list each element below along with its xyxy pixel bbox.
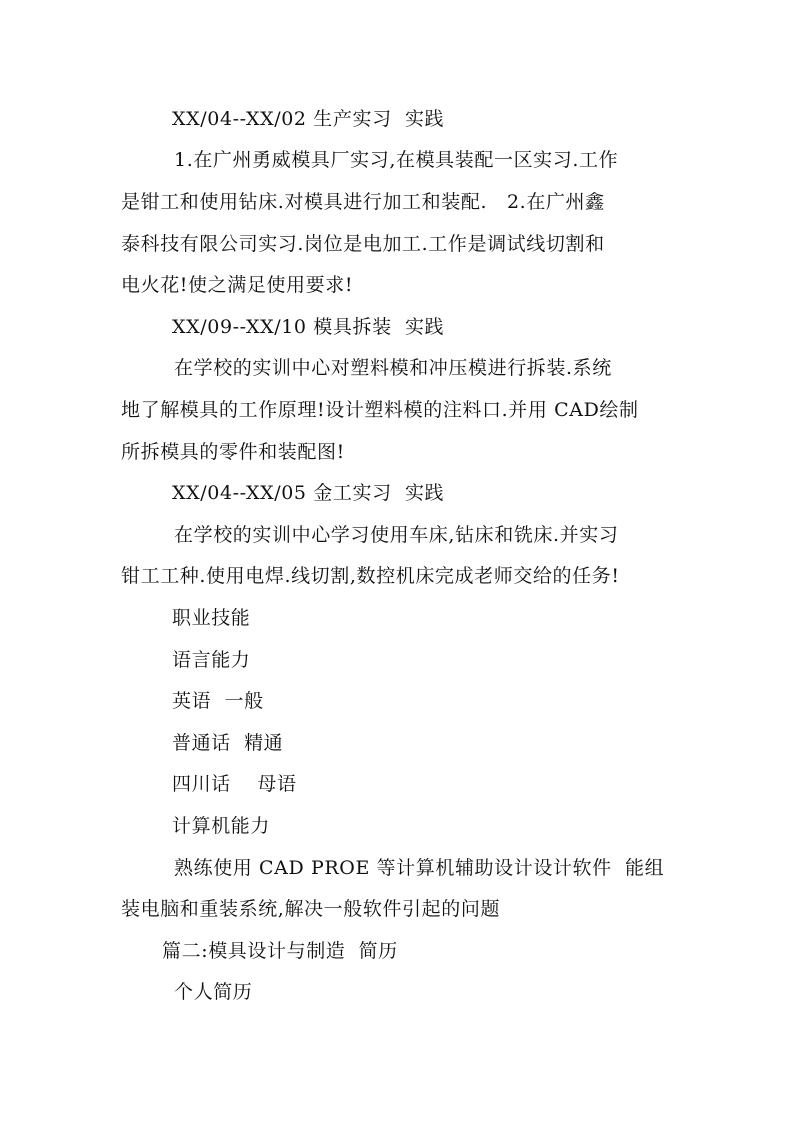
section-body-line: 钳工工种.使用电焊.线切割,数控机床完成老师交给的任务!	[121, 565, 620, 587]
language-ability-title: 语言能力	[172, 649, 251, 671]
section-body-line: 是钳工和使用钻床.对模具进行加工和装配. 2.在广州鑫	[121, 191, 605, 213]
section-body-line: 1.在广州勇威模具厂实习,在模具装配一区实习.工作	[174, 149, 619, 171]
section-body-line: 所拆模具的零件和装配图!	[121, 441, 345, 463]
section-body-line: 在学校的实训中心对塑料模和冲压模进行拆装.系统	[174, 357, 612, 379]
section-heading-production-internship: XX/04--XX/02 生产实习 实践	[172, 108, 445, 130]
section-body-line: 在学校的实训中心学习使用车床,钻床和铣床.并实习	[174, 524, 619, 546]
language-item-mandarin: 普通话 精通	[172, 732, 284, 754]
resume-subtitle: 个人简历	[174, 981, 253, 1003]
computer-ability-body-line: 熟练使用 CAD PROE 等计算机辅助设计设计软件 能组	[174, 857, 665, 879]
section-heading-mold-disassembly: XX/09--XX/10 模具拆装 实践	[172, 316, 445, 338]
part-two-title: 篇二:模具设计与制造 简历	[162, 940, 398, 962]
section-body-line: 地了解模具的工作原理!设计塑料模的注料口.并用 CAD绘制	[121, 399, 639, 421]
computer-ability-title: 计算机能力	[172, 815, 271, 837]
section-body-line: 泰科技有限公司实习.岗位是电加工.工作是调试线切割和	[121, 233, 605, 255]
computer-ability-body-line: 装电脑和重装系统,解决一般软件引起的问题	[121, 898, 501, 920]
language-item-english: 英语 一般	[172, 690, 264, 712]
skills-title: 职业技能	[172, 607, 251, 629]
section-body-line: 电火花!使之满足使用要求!	[121, 274, 354, 296]
section-heading-metalwork-internship: XX/04--XX/05 金工实习 实践	[172, 482, 445, 504]
language-item-sichuanese: 四川话 母语	[172, 773, 297, 795]
